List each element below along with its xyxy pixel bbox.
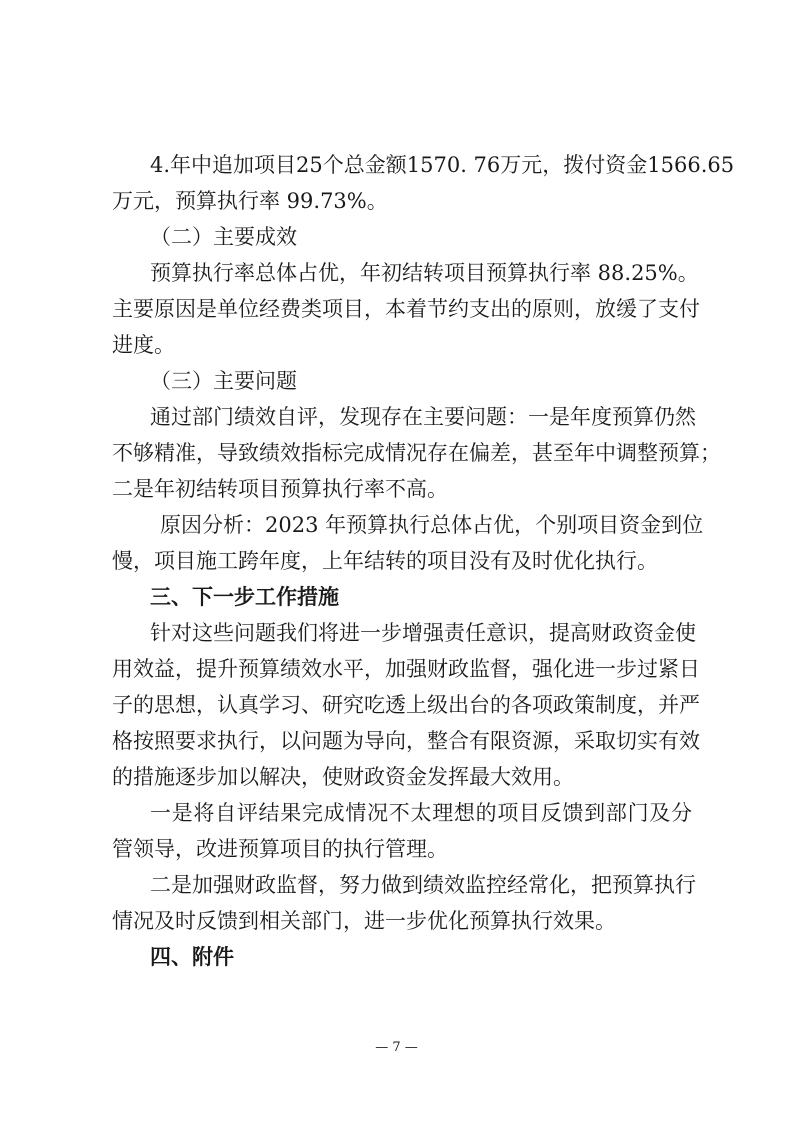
paragraph-line: 进度。 <box>112 333 175 357</box>
paragraph-line: 针对这些问题我们将进一步增强责任意识，提高财政资金使 <box>150 621 696 645</box>
paragraph-line: 通过部门绩效自评，发现存在主要问题：一是年度预算仍然 <box>150 405 696 429</box>
section-subheading: （三）主要问题 <box>150 369 297 393</box>
section-subheading: （二）主要成效 <box>150 225 297 249</box>
paragraph-line: 一是将自评结果完成情况不太理想的项目反馈到部门及分 <box>150 801 692 825</box>
paragraph-line: 万元，预算执行率 99.73%。 <box>112 189 388 213</box>
section-heading: 三、下一步工作措施 <box>150 585 339 609</box>
paragraph-line: 的措施逐步加以解决，使财政资金发挥最大效用。 <box>112 765 574 789</box>
paragraph-line: 管领导，改进预算项目的执行管理。 <box>112 837 448 861</box>
paragraph-line: 原因分析：2023 年预算执行总体占优，个别项目资金到位 <box>160 513 704 537</box>
paragraph-line: 慢，项目施工跨年度，上年结转的项目没有及时优化执行。 <box>112 549 658 573</box>
paragraph-line: 二是年初结转项目预算执行率不高。 <box>112 477 448 501</box>
page-number: — 7 — <box>375 1040 418 1055</box>
paragraph-line: 子的思想，认真学习、研究吃透上级出台的各项政策制度，并严 <box>112 693 700 717</box>
paragraph-line: 格按照要求执行，以问题为导向，整合有限资源，采取切实有效 <box>112 729 700 753</box>
paragraph-line: 预算执行率总体占优，年初结转项目预算执行率 88.25%。 <box>150 261 699 285</box>
paragraph-line: 主要原因是单位经费类项目，本着节约支出的原则，放缓了支付 <box>112 297 700 321</box>
paragraph-line: 情况及时反馈到相关部门，进一步优化预算执行效果。 <box>112 909 616 933</box>
section-heading: 四、附件 <box>150 945 234 969</box>
paragraph-line: 用效益，提升预算绩效水平，加强财政监督，强化进一步过紧日 <box>112 657 700 681</box>
paragraph-line: 4.年中追加项目25个总金额1570. 76万元，拨付资金1566.65 <box>150 153 735 177</box>
paragraph-line: 不够精准，导致绩效指标完成情况存在偏差，甚至年中调整预算； <box>112 441 721 465</box>
paragraph-line: 二是加强财政监督，努力做到绩效监控经常化，把预算执行 <box>150 873 696 897</box>
